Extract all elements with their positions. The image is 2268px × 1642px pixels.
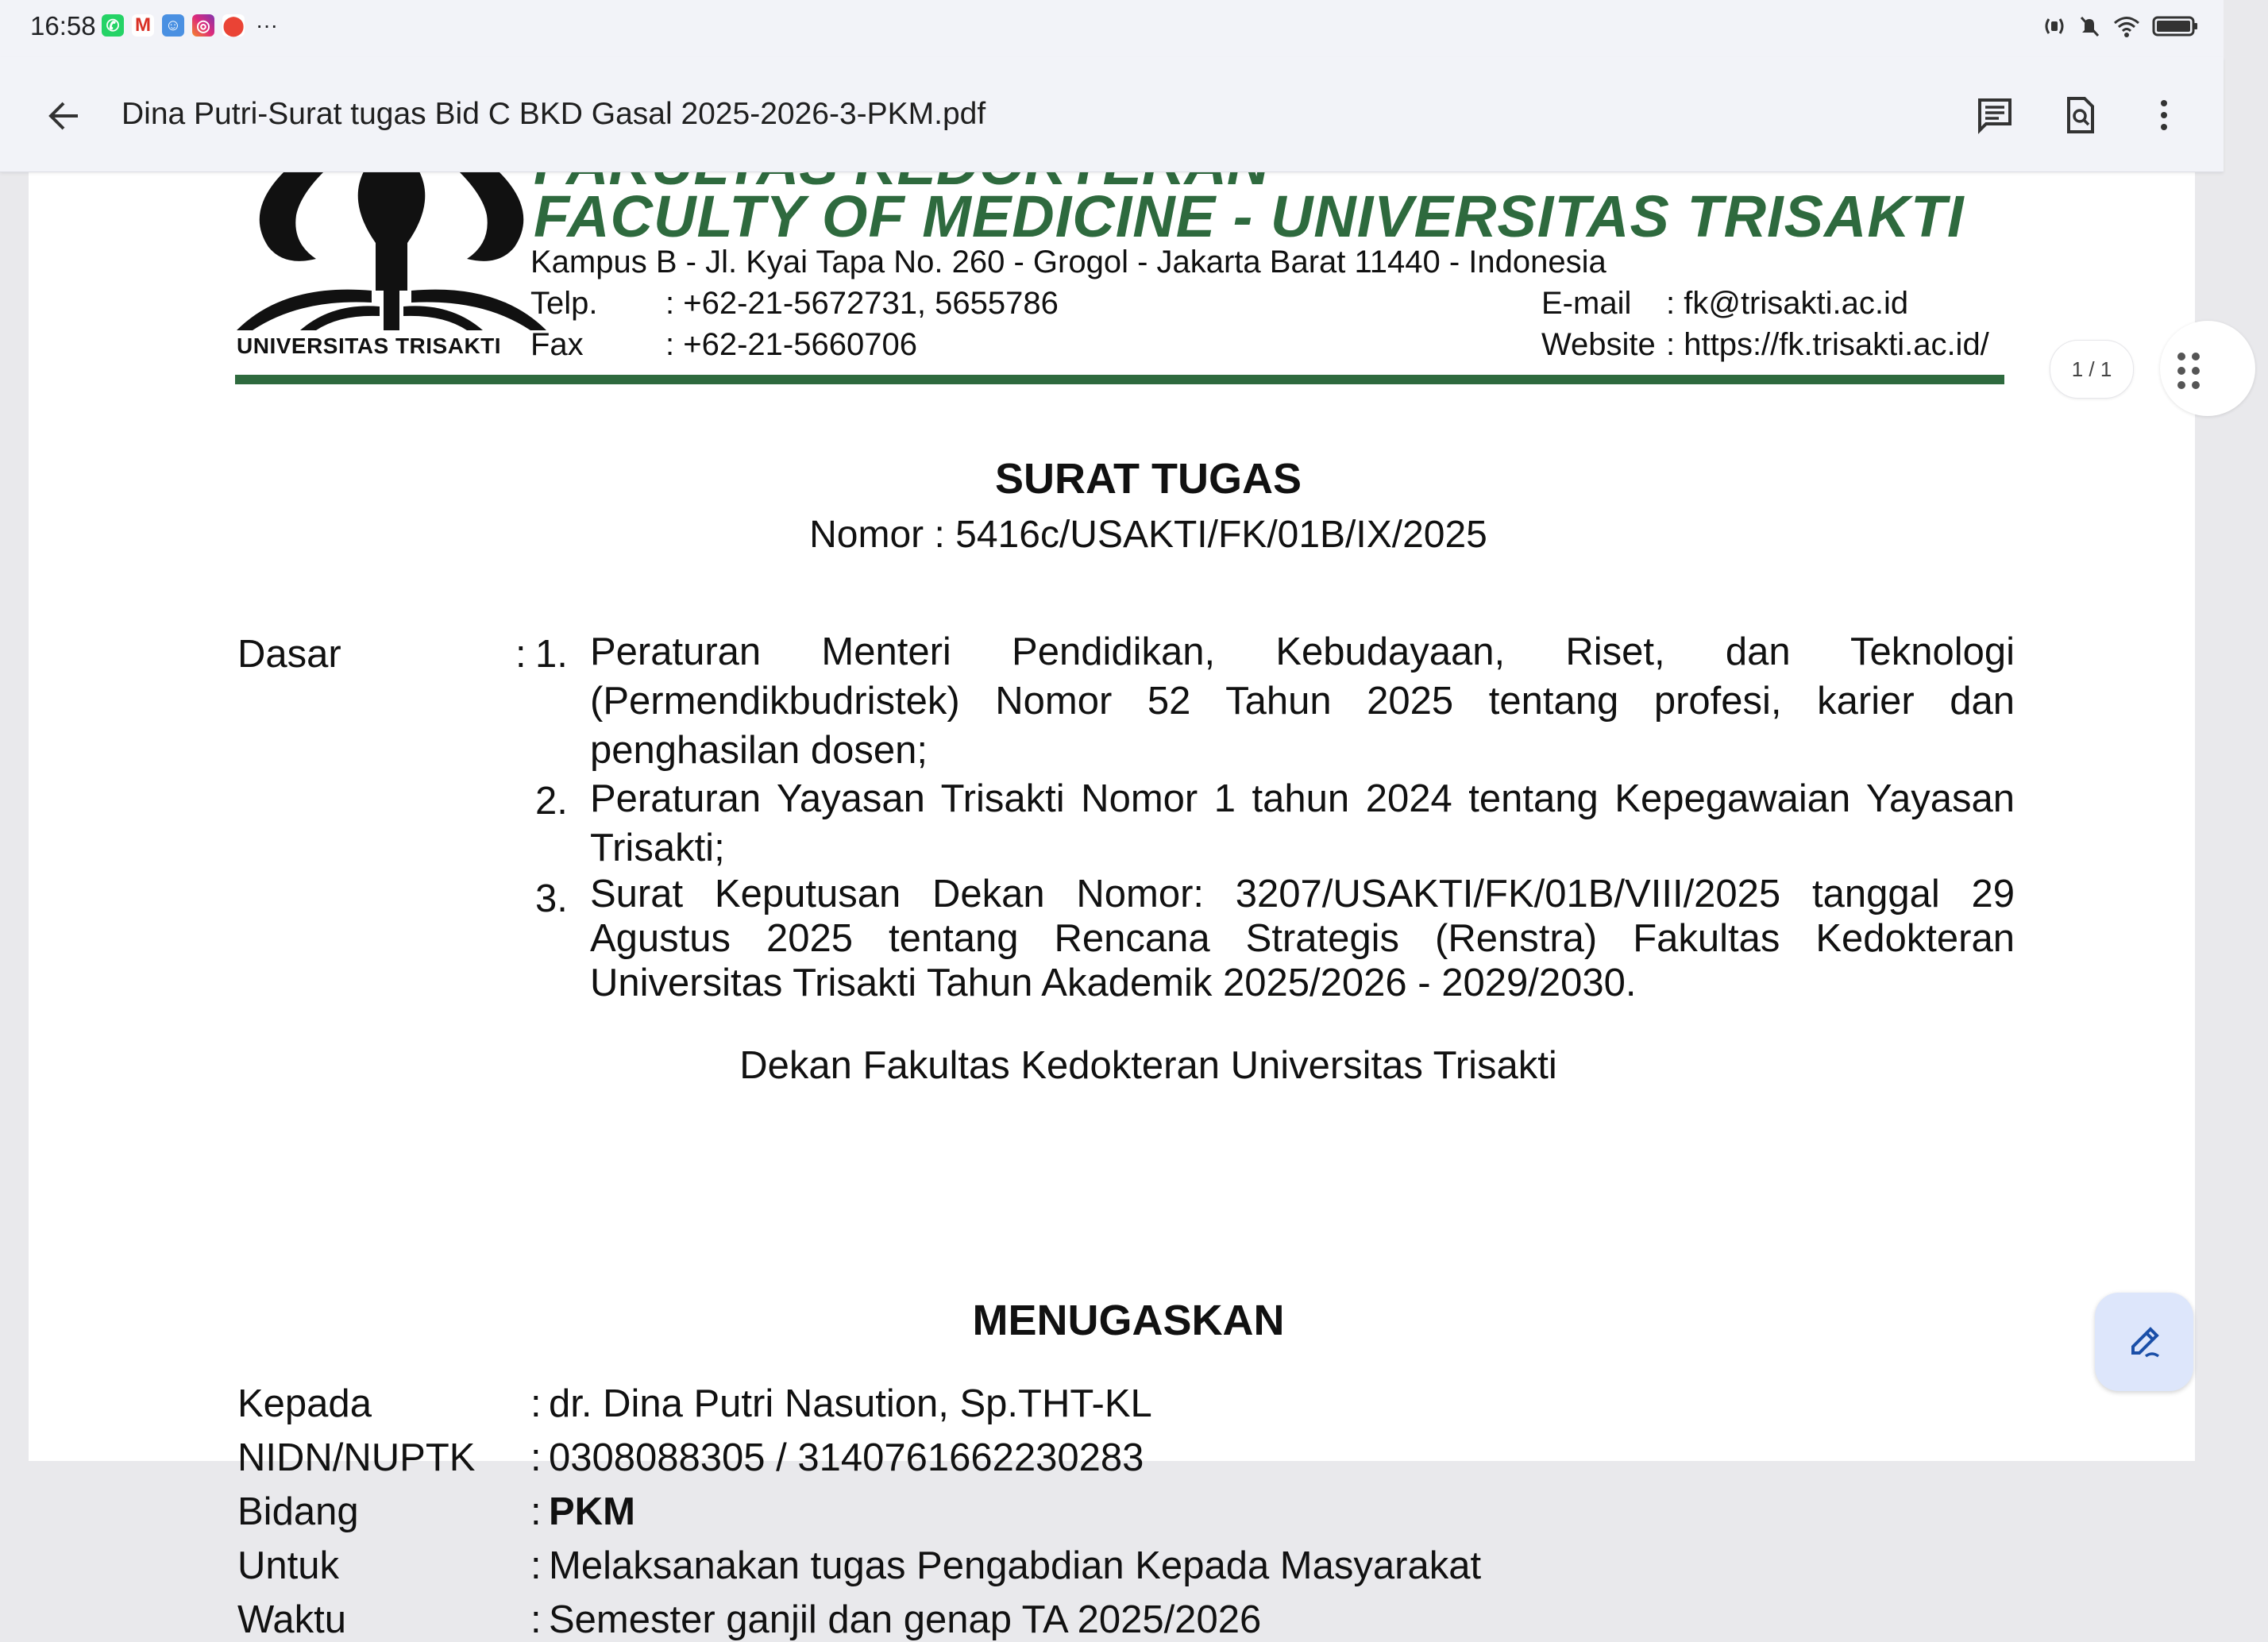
dasar-label: Dasar — [237, 633, 341, 676]
chat-icon: ☺ — [162, 14, 184, 37]
maps-icon: ⬤ — [222, 14, 245, 37]
comments-button[interactable] — [1969, 89, 2021, 141]
app-toolbar — [0, 57, 2224, 172]
menugaskan-heading: MENUGASKAN — [972, 1297, 1285, 1344]
kepada-label: Kepada — [237, 1382, 372, 1425]
page-indicator: 1 / 1 — [2050, 340, 2134, 399]
pen-edit-icon — [2122, 1320, 2166, 1364]
website-label: Website — [1541, 327, 1656, 362]
email-value: : fk@trisakti.ac.id — [1666, 286, 1909, 321]
drag-handle-icon — [2177, 353, 2200, 389]
search-in-document-icon — [2061, 95, 2100, 135]
bidang-label: Bidang — [237, 1490, 359, 1533]
bidang-value: PKM — [549, 1490, 635, 1533]
kepada-colon: : — [530, 1382, 542, 1425]
untuk-colon: : — [530, 1544, 542, 1587]
pdf-page[interactable] — [29, 172, 2195, 1641]
dasar-item-1-number: 1. — [535, 633, 568, 676]
battery-icon — [2152, 14, 2200, 38]
mute-icon — [2077, 14, 2101, 38]
more-notifications-icon: ··· — [256, 13, 278, 37]
more-options-icon — [2156, 95, 2172, 135]
kepada-value: dr. Dina Putri Nasution, Sp.THT-KL — [549, 1382, 1152, 1425]
letter-number: Nomor : 5416c/USAKTI/FK/01B/IX/2025 — [809, 514, 1487, 556]
dekan-line: Dekan Fakultas Kedokteran Universitas Trisakti — [739, 1044, 1557, 1087]
waktu-label: Waktu — [237, 1598, 347, 1641]
status-bar — [0, 0, 2224, 57]
arrow-back-icon — [40, 92, 87, 140]
wifi-icon — [2112, 14, 2141, 38]
document-content — [29, 172, 2195, 1641]
annotate-fab-button[interactable] — [2095, 1293, 2193, 1391]
logo-label: UNIVERSITAS TRISAKTI — [237, 333, 502, 358]
dasar-item-2-number: 2. — [535, 780, 568, 823]
dasar-item-3-text: Surat Keputusan Dekan Nomor: 3207/USAKTI/FK/01B/VIII/2025 tanggal 29 Agustus 2025 tentang Rencana Strategis (Renstra) Fakultas Kedokteran Universitas Trisakti Tahun Akademik 2025/2026 - 2029/2030. — [590, 873, 2015, 1004]
trisakti-logo — [237, 172, 546, 330]
back-button[interactable] — [40, 92, 87, 140]
search-document-button[interactable] — [2054, 89, 2107, 141]
letterhead-divider — [235, 375, 2004, 384]
waktu-colon: : — [530, 1598, 542, 1641]
letter-title: SURAT TUGAS — [995, 455, 1302, 503]
bidang-colon: : — [530, 1490, 542, 1533]
faculty-name-en: FACULTY OF MEDICINE - UNIVERSITAS TRISAKTI — [534, 183, 1965, 249]
address: Kampus B - Jl. Kyai Tapa No. 260 - Grogol - Jakarta Barat 11440 - Indonesia — [530, 245, 1606, 279]
dasar-colon: : — [515, 633, 526, 676]
dasar-item-3-number: 3. — [535, 877, 568, 920]
nfc-icon — [2042, 14, 2066, 38]
fax-label: Fax — [530, 327, 584, 362]
instagram-icon: ◎ — [192, 14, 214, 37]
notification-icons — [102, 14, 278, 37]
dasar-item-1-text: Peraturan Menteri Pendidikan, Kebudayaan, Riset, dan Teknologi (Permendikbudristek) Nomor 52 Tahun 2025 tentang profesi, karier dan penghasilan dosen; — [590, 630, 2015, 772]
nidn-label: NIDN/NUPTK — [237, 1436, 476, 1479]
whatsapp-icon: ✆ — [102, 14, 124, 37]
waktu-value: Semester ganjil dan genap TA 2025/2026 — [549, 1598, 1262, 1641]
telp-label: Telp. — [530, 286, 598, 321]
email-label: E-mail — [1541, 286, 1632, 321]
status-time: 16:58 — [30, 11, 96, 40]
nidn-value: 0308088305 / 3140761662230283 — [549, 1436, 1144, 1479]
gmail-icon: M — [132, 14, 154, 37]
document-title: Dina Putri-Surat tugas Bid C BKD Gasal 2025-2026-3-PKM.pdf — [122, 97, 986, 131]
dasar-item-2-text: Peraturan Yayasan Trisakti Nomor 1 tahun 2024 tentang Kepegawaian Yayasan Trisakti; — [590, 777, 2015, 869]
system-icons — [2042, 14, 2200, 38]
untuk-value: Melaksanakan tugas Pengabdian Kepada Masyarakat — [549, 1544, 1482, 1587]
fax-value: : +62-21-5660706 — [665, 327, 917, 362]
untuk-label: Untuk — [237, 1544, 340, 1587]
website-value: : https://fk.trisakti.ac.id/ — [1666, 327, 1989, 362]
nidn-colon: : — [530, 1436, 542, 1479]
scroll-drag-handle[interactable] — [2160, 321, 2255, 416]
more-options-button[interactable] — [2138, 89, 2190, 141]
telp-value: : +62-21-5672731, 5655786 — [665, 286, 1059, 321]
comments-icon — [1975, 95, 2015, 135]
